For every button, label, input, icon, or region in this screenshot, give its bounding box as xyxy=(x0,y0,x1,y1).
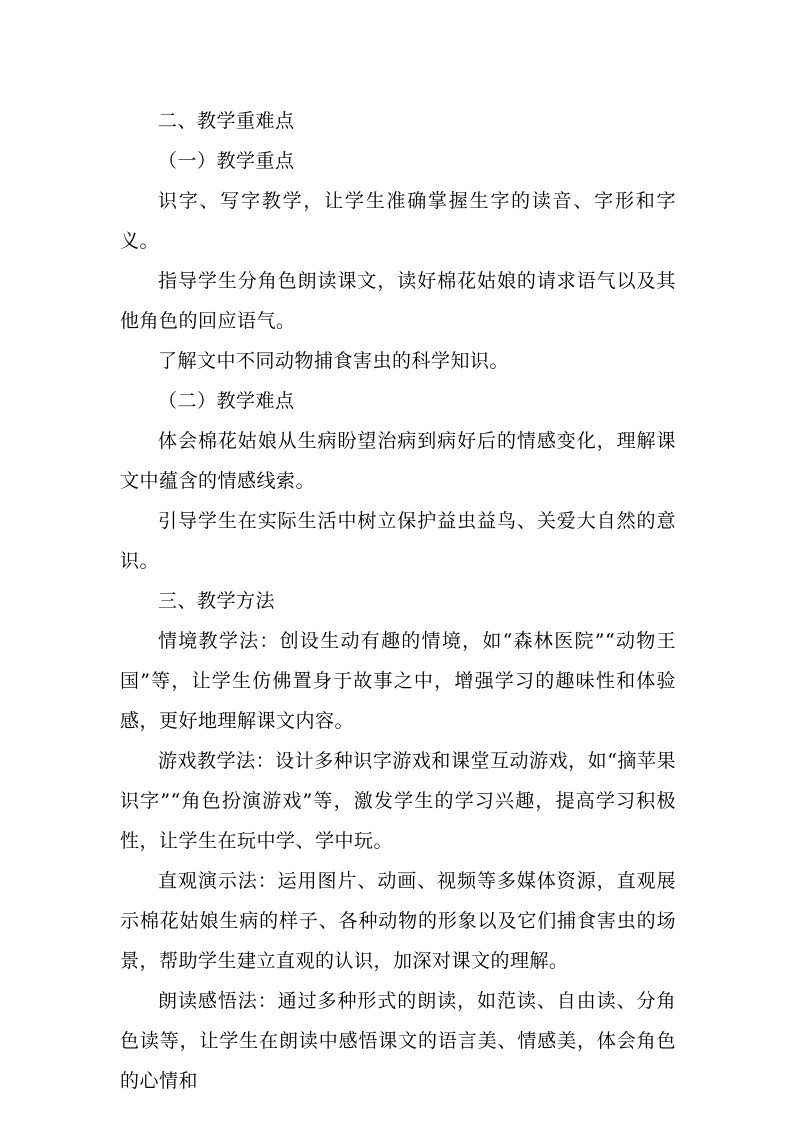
paragraph-literacy: 识字、写字教学，让学生准确掌握生字的读音、字形和字义。 xyxy=(120,190,676,252)
paragraph-role-reading: 指导学生分角色朗读课文，读好棉花姑娘的请求语气以及其他角色的回应语气。 xyxy=(120,270,676,332)
section-heading-key-difficult-points: 二、教学重难点 xyxy=(158,110,295,132)
paragraph-science-knowledge: 了解文中不同动物捕食害虫的科学知识。 xyxy=(158,350,510,372)
paragraph-visual-demo-method: 直观演示法：运用图片、动画、视频等多媒体资源，直观展示棉花姑娘生病的样子、各种动物的形象以及它们捕食害虫的场景，帮助学生建立直观的认识，加深对课文的理解。 xyxy=(120,870,676,972)
section-heading-teaching-methods: 三、教学方法 xyxy=(158,590,276,612)
subsection-heading-difficult-points: （二）教学难点 xyxy=(158,390,295,412)
paragraph-reading-method: 朗读感悟法：通过多种形式的朗读，如范读、自由读、分角色读等，让学生在朗读中感悟课文的语言美、情感美，体会角色的心情和 xyxy=(120,990,676,1092)
paragraph-protect-nature: 引导学生在实际生活中树立保护益虫益鸟、关爱大自然的意识。 xyxy=(120,510,676,572)
subsection-heading-key-points: （一）教学重点 xyxy=(158,150,295,172)
paragraph-emotion-change: 体会棉花姑娘从生病盼望治病到病好后的情感变化，理解课文中蕴含的情感线索。 xyxy=(120,430,676,492)
paragraph-game-method: 游戏教学法：设计多种识字游戏和课堂互动游戏，如“摘苹果识字”“角色扮演游戏”等，激发学生的学习兴趣，提高学习积极性，让学生在玩中学、学中玩。 xyxy=(120,750,676,852)
document-body xyxy=(120,101,676,1101)
paragraph-situational-method: 情境教学法：创设生动有趣的情境，如“森林医院”“动物王国”等，让学生仿佛置身于故事之中，增强学习的趣味性和体验感，更好地理解课文内容。 xyxy=(120,630,676,732)
